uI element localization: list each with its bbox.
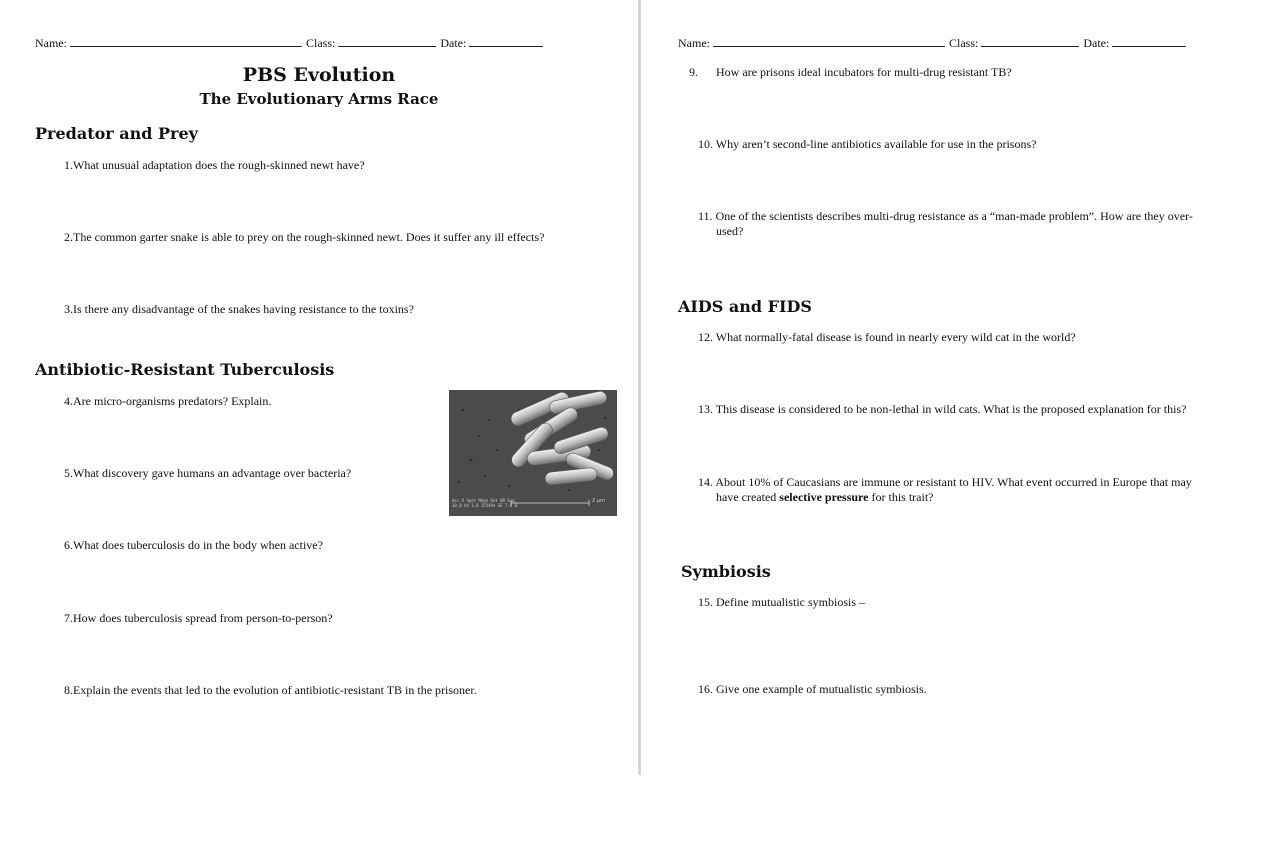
class-label: Class: [306,36,336,50]
question-text: What does tuberculosis do in the body when active? [73,538,323,552]
question-number: 9. [689,65,698,79]
date-label: Date: [1083,36,1110,50]
worksheet-page-right [641,0,1281,775]
image-caption [452,498,517,508]
question-number: 14. [698,475,713,489]
image-caption-line: Acc.V Spot Magn Det WD Exp [452,498,515,503]
date-label: Date: [440,36,467,50]
question-text: Define mutualistic symbiosis – [716,595,865,609]
section-heading-predator-prey: Predator and Prey [35,124,198,143]
header-fields [678,36,1190,51]
question-text: How does tuberculosis spread from person-to-person? [73,611,333,625]
question-number: 11. [698,209,713,223]
question-number: 1. [64,158,73,172]
question-text: The common garter snake is able to prey on the rough-skinned newt. Does it suffer any ill effects? [73,230,545,244]
question-item [698,137,1258,152]
question-number: 10. [698,137,713,151]
section-heading-symbiosis: Symbiosis [681,562,771,581]
question-number: 13. [698,402,713,416]
name-blank [713,36,945,47]
question-number: 4. [64,394,73,408]
question-number: 12. [698,330,713,344]
question-item [698,402,1278,417]
question-text: About 10% of Caucasians are immune or resistant to HIV. What event occurred in Europe that may [715,475,1192,489]
question-text: Is there any disadvantage of the snakes having resistance to the toxins? [73,302,414,316]
question-text: What normally-fatal disease is found in nearly every wild cat in the world? [715,330,1076,344]
question-text: This disease is considered to be non-lethal in wild cats. What is the proposed explanation for this? [715,402,1187,416]
question-number: 5. [64,466,73,480]
microscope-image [449,390,617,516]
page-title: PBS Evolution [242,64,396,86]
question-number: 3. [64,302,73,316]
question-number: 8. [64,683,73,697]
question-text: One of the scientists describes multi-drug resistance as a “man-made problem”. How are they over- [715,209,1193,223]
image-caption-line: 30.0 kV 3.0 15549x SE 7.4 0 [452,503,518,508]
question-item [698,330,1258,345]
question-text: What unusual adaptation does the rough-skinned newt have? [73,158,365,172]
question-text-continued: for this trait? [868,490,934,504]
image-scale-label: 2 μm [592,498,605,504]
worksheet-page-left [0,0,638,775]
question-text: Why aren’t second-line antibiotics available for use in the prisons? [715,137,1037,151]
header-fields [35,36,547,51]
question-item [698,475,1278,505]
date-blank [1112,36,1186,47]
name-label: Name: [35,36,67,50]
class-label: Class: [949,36,979,50]
section-heading-aids-fids: AIDS and FIDS [678,297,812,316]
question-item [698,595,1258,610]
question-number: 6. [64,538,73,552]
question-number: 2. [64,230,73,244]
name-blank [70,36,302,47]
question-text-continued: used? [716,224,744,238]
question-text: Give one example of mutualistic symbiosis. [716,682,927,696]
question-text-continued: have created [716,490,780,504]
section-heading-tuberculosis: Antibiotic-Resistant Tuberculosis [35,360,335,379]
page-subtitle: The Evolutionary Arms Race [199,90,439,108]
question-number: 15. [698,595,713,609]
question-number: 7. [64,611,73,625]
question-item [698,209,1278,239]
question-text: What discovery gave humans an advantage over bacteria? [73,466,352,480]
question-item [698,682,1258,697]
question-number: 16. [698,682,713,696]
question-text: Explain the events that led to the evolution of antibiotic-resistant TB in the prisoner. [73,683,477,697]
class-blank [981,36,1079,47]
question-text: Are micro-organisms predators? Explain. [73,394,272,408]
date-blank [469,36,543,47]
name-label: Name: [678,36,710,50]
class-blank [338,36,436,47]
question-text: How are prisons ideal incubators for multi-drug resistant TB? [716,65,1012,79]
emphasis-text: selective pressure [779,490,869,504]
